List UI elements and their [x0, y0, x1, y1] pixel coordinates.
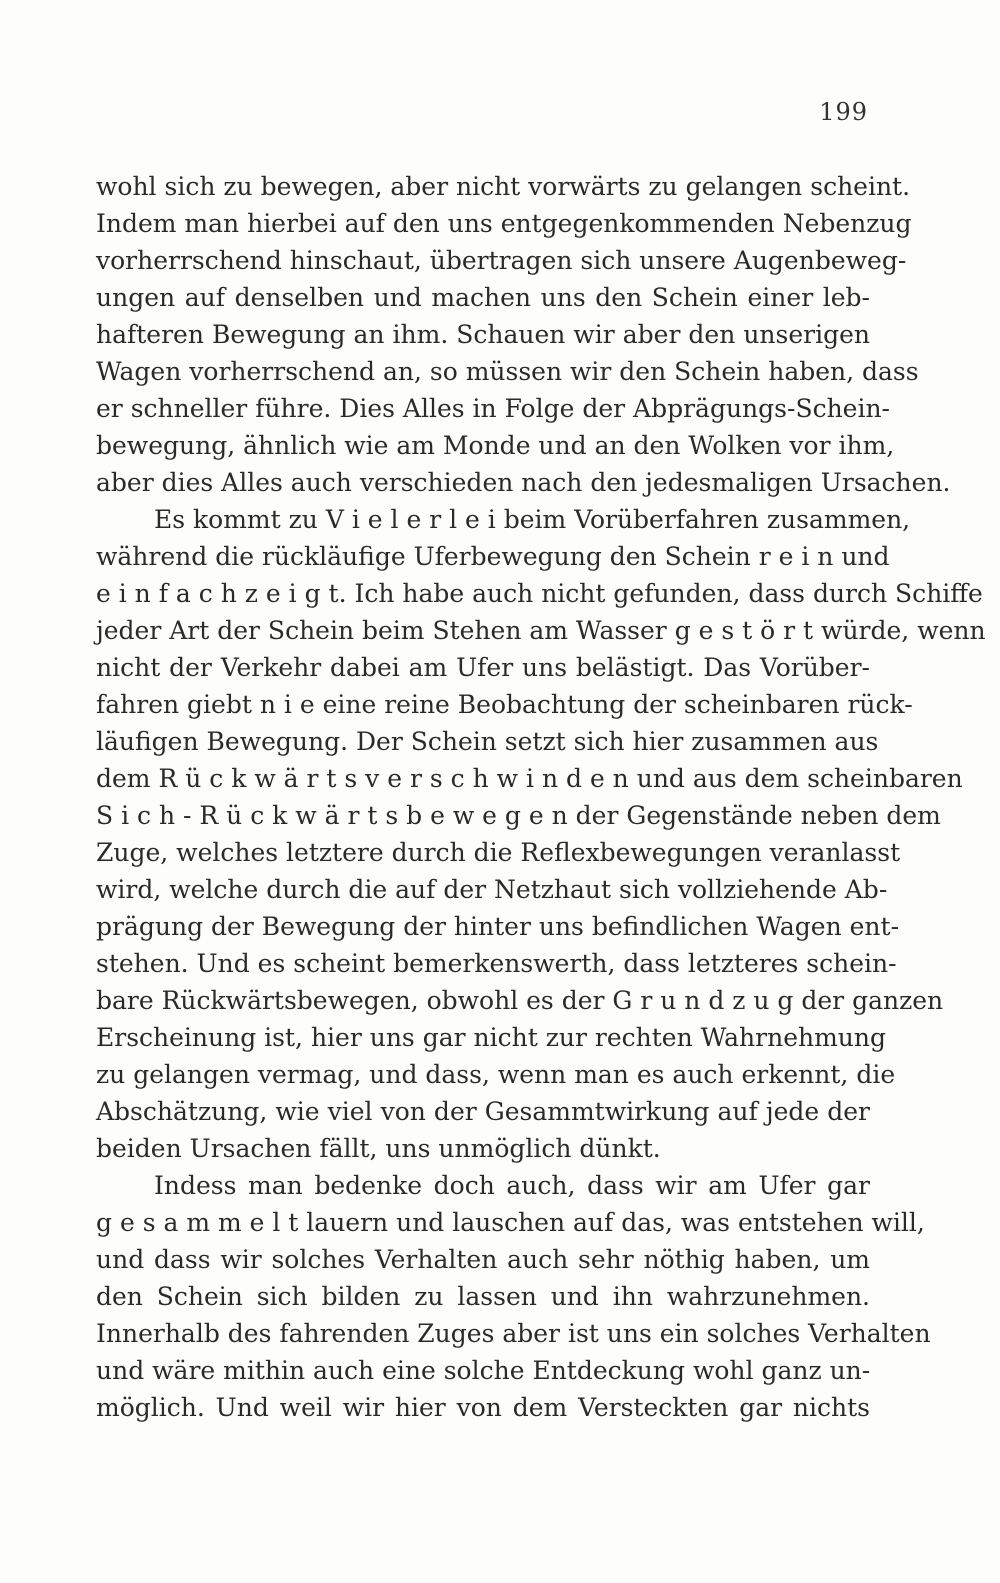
page-number: 199 — [819, 98, 868, 126]
text-line: wohl sich zu bewegen, aber nicht vorwärts zu gelangen scheint. — [96, 172, 911, 201]
text-line: und dass wir solches Verhalten auch sehr nöthig haben, um — [96, 1245, 870, 1274]
text-line: jeder Art der Schein beim Stehen am Wasser g e s t ö r t würde, wenn — [96, 616, 986, 645]
text-line: stehen. Und es scheint bemerkenswerth, dass letzteres schein- — [96, 949, 897, 978]
text-line: bare Rückwärtsbewegen, obwohl es der G r u n d z u g der ganzen — [96, 986, 944, 1015]
text-line: wird, welche durch die auf der Netzhaut sich vollziehende Ab- — [96, 875, 888, 904]
text-line: fahren giebt n i e eine reine Beobachtung der scheinbaren rück- — [96, 690, 913, 719]
text-line: Indess man bedenke doch auch, dass wir am Ufer gar — [154, 1171, 870, 1200]
text-line: zu gelangen vermag, und dass, wenn man es auch erkennt, die — [96, 1060, 896, 1089]
text-line: aber dies Alles auch verschieden nach den jedesmaligen Ursachen. — [96, 468, 951, 497]
text-line: nicht der Verkehr dabei am Ufer uns belästigt. Das Vorüber- — [96, 653, 870, 682]
text-line: und wäre mithin auch eine solche Entdeckung wohl ganz un- — [96, 1356, 871, 1385]
text-line: g e s a m m e l t lauern und lauschen auf das, was entstehen will, — [96, 1208, 925, 1237]
paragraph — [96, 1167, 931, 1426]
text-line: den Schein sich bilden zu lassen und ihn wahrzunehmen. — [96, 1282, 870, 1311]
text-line: beiden Ursachen fällt, uns unmöglich dünkt. — [96, 1134, 661, 1163]
paragraph — [96, 168, 951, 501]
body-text — [96, 168, 986, 1426]
text-line: prägung der Bewegung der hinter uns befindlichen Wagen ent- — [96, 912, 900, 941]
text-line: dem R ü c k w ä r t s v e r s c h w i n d e n und aus dem scheinbaren — [96, 764, 963, 793]
text-line: e i n f a c h z e i g t. Ich habe auch nicht gefunden, dass durch Schiffe — [96, 579, 983, 608]
text-line: S i c h - R ü c k w ä r t s b e w e g e n der Gegenstände neben dem — [96, 801, 941, 830]
text-line: Erscheinung ist, hier uns gar nicht zur rechten Wahrnehmung — [96, 1023, 887, 1052]
text-line: Abschätzung, wie viel von der Gesammtwirkung auf jede der — [96, 1097, 870, 1126]
text-line: möglich. Und weil wir hier von dem Versteckten gar nichts — [96, 1393, 870, 1422]
text-line: ungen auf denselben und machen uns den Schein einer leb- — [96, 283, 870, 312]
text-line: Innerhalb des fahrenden Zuges aber ist uns ein solches Verhalten — [96, 1319, 931, 1348]
text-line: er schneller führe. Dies Alles in Folge der Abprägungs-Schein- — [96, 394, 891, 423]
text-line: Wagen vorherrschend an, so müssen wir den Schein haben, dass — [96, 357, 919, 386]
text-line: während die rückläufige Uferbewegung den Schein r e i n und — [96, 542, 890, 571]
text-line: Es kommt zu V i e l e r l e i beim Vorüberfahren zusammen, — [154, 505, 911, 534]
text-line: vorherrschend hinschaut, übertragen sich unsere Augenbeweg- — [96, 246, 907, 275]
text-line: hafteren Bewegung an ihm. Schauen wir aber den unserigen — [96, 320, 870, 349]
text-line: läufigen Bewegung. Der Schein setzt sich hier zusammen aus — [96, 727, 879, 756]
text-line: Zuge, welches letztere durch die Reflexbewegungen veranlasst — [96, 838, 901, 867]
text-line: bewegung, ähnlich wie am Monde und an den Wolken vor ihm, — [96, 431, 895, 460]
paragraph — [96, 501, 986, 1167]
text-line: Indem man hierbei auf den uns entgegenkommenden Nebenzug — [96, 209, 912, 238]
